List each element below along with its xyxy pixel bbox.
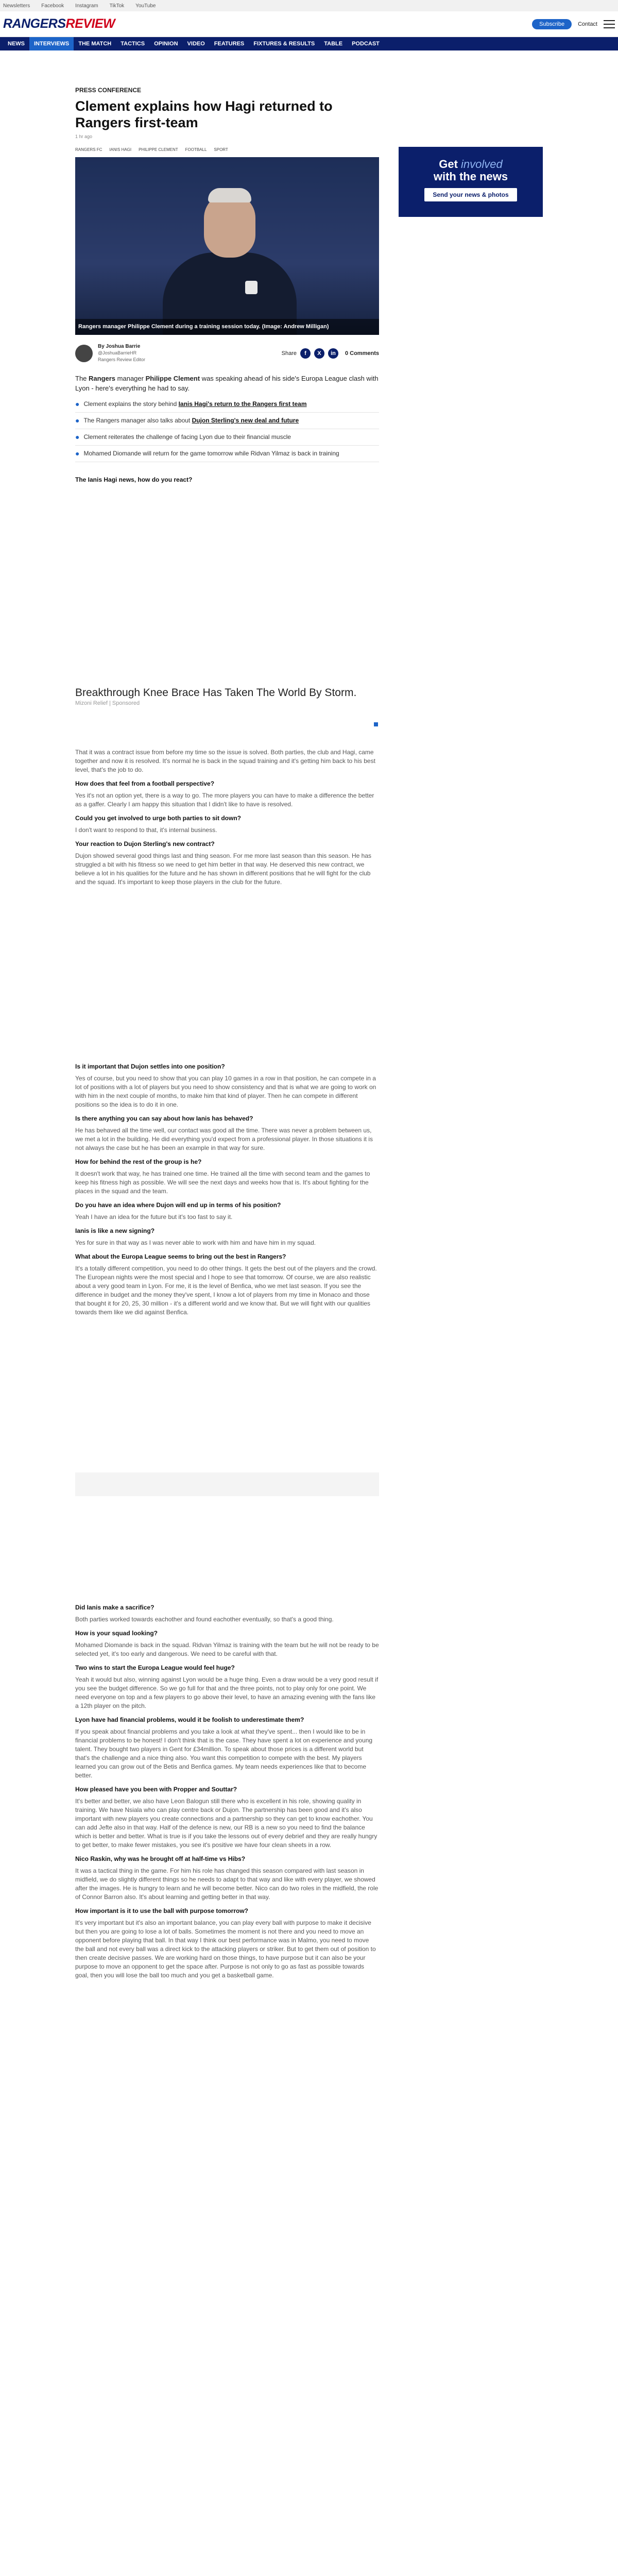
question: Lyon have had financial problems, would it be foolish to underestimate them? [75, 1716, 304, 1723]
logo-accent: REVIEW [65, 16, 115, 31]
qa-block [75, 1062, 379, 1317]
key-point: ● Mohamed Diomande will return for the game tomorrow while Ridvan Yilmaz is back in training [75, 446, 379, 462]
share-label: Share [281, 350, 297, 357]
nav-interviews[interactable]: INTERVIEWS [29, 37, 74, 50]
linkedin-share-icon[interactable]: in [328, 348, 338, 359]
answer: It doesn't work that way, he has trained one time. He trained all the time with second team and the games to keep his fitness high as possible. We will see the next days and weeks how that is. It's about fighting for the places in the squad and the team. [75, 1170, 370, 1195]
question: How is your squad looking? [75, 1630, 158, 1637]
answer: It was a tactical thing in the game. For him his role has changed this season compared with last season in midfield, we do slightly different things so he needs to adapt to that way and like with every player, we showed after the images. He is hungry to learn and he will become better. Nico can do two roles in the midfield, the role of Connor Barron also. It's about learning and getting better in that way. [75, 1867, 379, 1901]
question: The Ianis Hagi news, how do you react? [75, 476, 193, 483]
ad-source: Mizoni Relief | Sponsored [75, 700, 140, 706]
question: Do you have an idea where Dujon will end up in terms of his position? [75, 1201, 281, 1209]
nav-features[interactable]: FEATURES [214, 41, 245, 47]
answer: It's very important but it's also an important balance, you can play every ball with purpose to make it decisive but then you are going to lose a lot of balls. Sometimes the moment is not there and you need to move an opponent before playing that ball. In that way I think our best performance was in Malmo, you need to move the ball and not every ball was a direct kick to the attacking players or striker. But to get them out of position to then create decisive passes. We are working hard on those things, to have purpose but it can also be your purpose to move an opponent to get the space after. Purpose is not only to go as fast as possible towards goal, then you will lose the ball too much and you get a basketball game. [75, 1919, 376, 1979]
nav-news[interactable]: NEWS [8, 41, 25, 47]
question: Ianis is like a new signing? [75, 1227, 155, 1234]
section-label: PRESS CONFERENCE [75, 87, 142, 94]
article-title: Clement explains how Hagi returned to Rangers first-team [75, 98, 333, 130]
social-link-youtube[interactable]: YouTube [135, 3, 156, 9]
tag[interactable]: SPORT [214, 147, 228, 152]
nav-table[interactable]: TABLE [324, 41, 343, 47]
article-intro: The Rangers manager Philippe Clement was speaking ahead of his side's Europa League clash with Lyon - here's everything he had to say. [75, 375, 379, 392]
comments-count[interactable]: 0 Comments [345, 350, 379, 357]
nav-podcast[interactable]: PODCAST [352, 41, 380, 47]
answer: Yeah it would but also, winning against Lyon would be a huge thing. Even a draw would be a very good result if you see the budget difference. So we go full for that and the three points, not to play only for one point. We need everyone on top and a few players to go above their level, to have an amazing evening with the fans like a 12th player on the pitch. [75, 1676, 379, 1709]
social-link-tiktok[interactable]: TikTok [109, 3, 125, 9]
qa-block [75, 1603, 379, 1980]
subscribe-button[interactable]: Subscribe [532, 19, 572, 29]
nav-opinion[interactable]: OPINION [154, 41, 178, 47]
social-link-instagram[interactable]: Instagram [75, 3, 98, 9]
promo-heading-line2: with the news [433, 170, 508, 183]
ad-choices-icon[interactable] [374, 722, 378, 726]
question: Nico Raskin, why was he brought off at half-time vs Hibs? [75, 1855, 246, 1862]
answer: Mohamed Diomande is back in the squad. Ridvan Yilmaz is training with the team but he will not be ready to be selected yet, it's too early and dangerous. We need to be careful with that. [75, 1641, 379, 1657]
article-tags [75, 147, 379, 152]
answer: He has behaved all the time well, our contact was good all the time. There was never a problem between us, we met a lot in the building. He did everything you'd expect from a professional player. In those situations it is not always the case but he has been an example in that way for sure. [75, 1127, 373, 1151]
author-name[interactable]: By Joshua Barrie [98, 344, 141, 349]
qa-block [75, 748, 379, 887]
answer: Both parties worked towards eachother and found eachother eventually, so that's a good thing. [75, 1616, 334, 1623]
question: Is it important that Dujon settles into one position? [75, 1063, 225, 1070]
tag[interactable]: PHILIPPE CLEMENT [139, 147, 178, 152]
nav-tactics[interactable]: TACTICS [121, 41, 145, 47]
main-nav [0, 37, 618, 50]
send-news-button[interactable]: Send your news & photos [424, 188, 517, 201]
tag[interactable]: RANGERS FC [75, 147, 102, 152]
hamburger-menu-icon[interactable] [604, 20, 615, 28]
ad-title[interactable]: Breakthrough Knee Brace Has Taken The World By Storm. [75, 687, 357, 699]
key-point-link[interactable]: Ianis Hagi's return to the Rangers first team [178, 400, 307, 408]
author-role: Rangers Review Editor [98, 357, 146, 362]
promo-heading: Get involved [439, 158, 503, 171]
answer: If you speak about financial problems and you take a look at what they've spent... then I would like to be in financial problems to be honest! I don't think that is the case. They have spent a lot on experience and young talent. They bought two players in Gent for £34million. To speak about those prices is a different world but that's the challenge and a nice thing also. You want this competition to compete with the best. My players learned you can grow out of the Betis and Benfica games. My team needs experiences like that to become better. [75, 1728, 373, 1779]
answer: It's a totally different competition, you need to do other things. It gets the best out of the players and the crowd. The European nights were the most special and I hope to see that tomorrow. Of course, we are also realistic about a very good team in Lyon. For me, it is the level of Benfica, who we met last season. If you see the difference in budget and the money they've spent, I know a lot of players from my time in Monaco and those that bought it for 20, 25, 30 million - it's a different world and we know that. But we will fight with our qualities towards them like we did against Benfica. [75, 1265, 377, 1316]
answer: Yeah I have an idea for the future but it's too fast to say it. [75, 1213, 233, 1221]
question: How important is it to use the ball with purpose tomorrow? [75, 1907, 249, 1914]
contact-link[interactable]: Contact [578, 21, 597, 27]
question: How pleased have you been with Propper and Souttar? [75, 1786, 237, 1793]
key-point: ● The Rangers manager also talks about Dujon Sterling's new deal and future [75, 413, 379, 429]
social-link-facebook[interactable]: Facebook [41, 3, 64, 9]
question: How does that feel from a football perspective? [75, 780, 215, 787]
answer: Yes of course, but you need to show that you can play 10 games in a row in that position, he can compete in a lot of positions with a lot of players but you need to show consistency and that is what we are going to work on with him in the next couple of months, to make him that kind of player. Then he can compete in different positions so the idea is to do it in one. [75, 1075, 376, 1108]
get-involved-promo [399, 147, 543, 217]
nav-the-match[interactable]: THE MATCH [78, 41, 112, 47]
answer: I don't want to respond to that, it's internal business. [75, 826, 217, 834]
question: Is there anything you can say about how Ianis has behaved? [75, 1115, 253, 1122]
social-link-newsletters[interactable]: Newsletters [3, 3, 30, 9]
x-share-icon[interactable]: X [314, 348, 324, 359]
logo-main: RANGERS [3, 16, 66, 31]
site-logo[interactable] [3, 16, 115, 31]
key-point: ● Clement explains the story behind Ianis Hagi's return to the Rangers first team [75, 396, 379, 413]
key-point: ● Clement reiterates the challenge of facing Lyon due to their financial muscle [75, 429, 379, 446]
facebook-share-icon[interactable]: f [300, 348, 311, 359]
answer: Yes for sure in that way as I was never able to work with him and have him in my squad. [75, 1239, 316, 1246]
question: How for behind the rest of the group is he? [75, 1158, 202, 1165]
tag[interactable]: FOOTBALL [185, 147, 207, 152]
inline-sponsored-ad[interactable] [75, 686, 379, 706]
answer: Yes it's not an option yet, there is a way to go. The more players you can have to make a difference the better as a gaffer. Clearly I am happy this situation that I didn't like to have is resolved. [75, 792, 374, 808]
article [75, 87, 379, 484]
key-point-link[interactable]: Dujon Sterling's new deal and future [192, 417, 299, 424]
question: Your reaction to Dujon Sterling's new contract? [75, 840, 215, 848]
question: Did Ianis make a sacrifice? [75, 1604, 154, 1611]
social-strip [0, 0, 618, 11]
nav-video[interactable]: VIDEO [187, 41, 205, 47]
share-area [282, 348, 379, 359]
question: What about the Europa League seems to bring out the best in Rangers? [75, 1253, 286, 1260]
author-avatar [75, 345, 93, 362]
question: Two wins to start the Europa League would feel huge? [75, 1664, 235, 1671]
byline [75, 343, 379, 363]
tag[interactable]: IANIS HAGI [109, 147, 132, 152]
key-points [75, 396, 379, 462]
answer: That it was a contract issue from before my time so the issue is solved. Both parties, the club and Hagi, came together and now it is resolved. It's normal he is back in the squad training and it's getting him back to his best level, that's the job to do. [75, 749, 375, 773]
answer: Dujon showed several good things last and thing season. For me more last season than this season. He has struggled a bit with his fitness so we need to get him better in that way. He deserved this new contract, we believe a lot in his qualities for the future and he has shown in different positions that he will fight for the club and the squad. It's important to keep those players in the club for the future. [75, 852, 371, 886]
hero-image [75, 157, 379, 335]
question: Could you get involved to urge both parties to sit down? [75, 815, 241, 822]
ad-placeholder [75, 1472, 379, 1496]
hero-caption: Rangers manager Philippe Clement during a training session today. (Image: Andrew Milligan) [75, 319, 379, 335]
answer: It's better and better, we also have Leon Balogun still there who is excellent in his role, showing quality in training. We have Nsiala who can play centre back or Dujon. The partnership has been good and it's also important with new players you create connections and a partnership so they can get to know eachother. You can add Jefte also in that way. Half of the defence is new, our RB is a new so you need to find the balance which is better and better. What is true is if you take the lessons out of every debrief and they are really hungry to get better, to make fewer mistakes, you see it's positive we have four clean sheets in a row. [75, 1798, 377, 1849]
author-handle[interactable]: @JoshuaBarrieHR [98, 350, 137, 355]
masthead [0, 11, 618, 37]
nav-fixtures-results[interactable]: FIXTURES & RESULTS [253, 41, 315, 47]
published-time: 1 hr ago [75, 134, 93, 139]
